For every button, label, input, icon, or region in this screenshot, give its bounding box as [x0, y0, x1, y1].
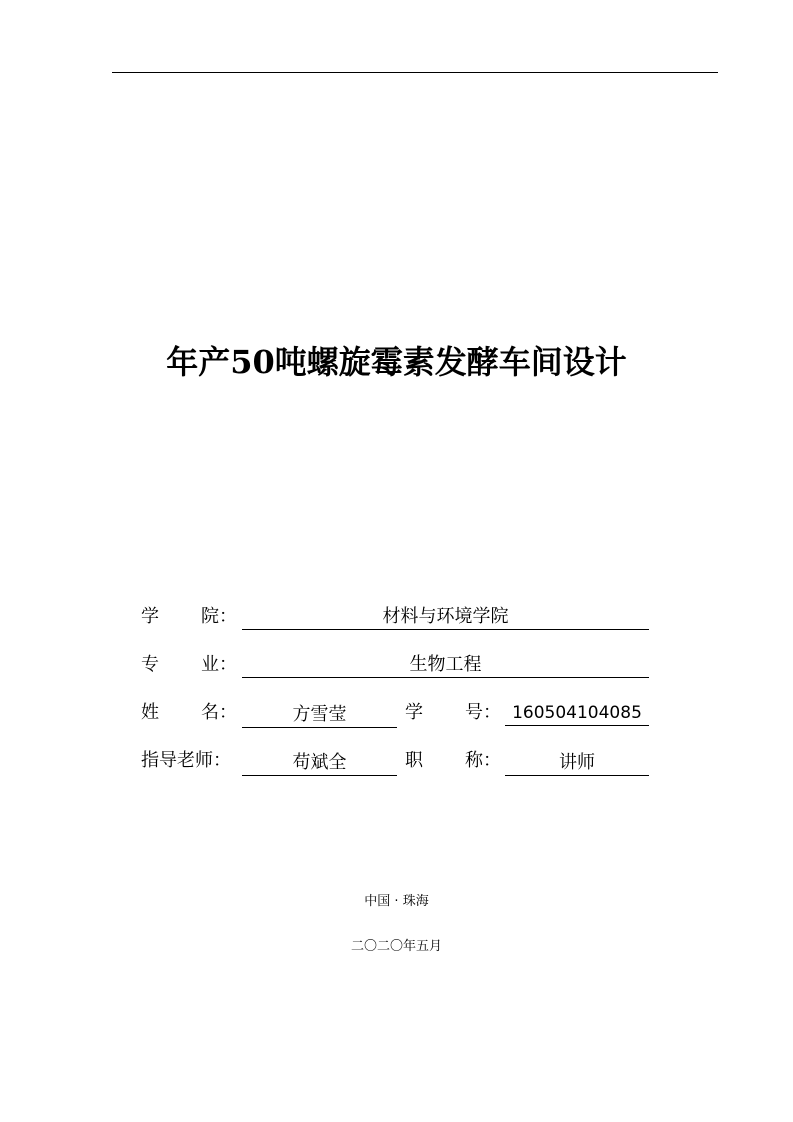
header-rule — [112, 72, 718, 73]
date-text: 二〇二〇年五月 — [350, 939, 442, 954]
student-id-value: 160504104085 — [505, 701, 649, 726]
advisor-value: 苟斌全 — [242, 751, 397, 776]
name-value: 方雪莹 — [242, 703, 397, 728]
student-id-label-char-2: 号： — [465, 702, 501, 723]
major-label-char-1: 专 — [141, 654, 159, 675]
rank-label-char-1: 职 — [405, 750, 423, 771]
name-label-char-1: 姓 — [141, 702, 159, 723]
advisor-label: 指导老师： — [141, 750, 231, 771]
rank-label-char-2: 称： — [465, 750, 501, 771]
thesis-title: 年产50吨螺旋霉素发酵车间设计 — [166, 343, 627, 381]
major-value: 生物工程 — [242, 653, 649, 678]
college-label-char-2: 院： — [201, 606, 237, 627]
rank-value: 讲师 — [505, 751, 649, 776]
student-id-label-char-1: 学 — [405, 702, 423, 723]
college-value: 材料与环境学院 — [242, 605, 649, 630]
college-label-char-1: 学 — [141, 606, 159, 627]
name-label-char-2: 名： — [201, 702, 237, 723]
major-label-char-2: 业： — [201, 654, 237, 675]
location-text: 中国 · 珠海 — [364, 894, 429, 909]
